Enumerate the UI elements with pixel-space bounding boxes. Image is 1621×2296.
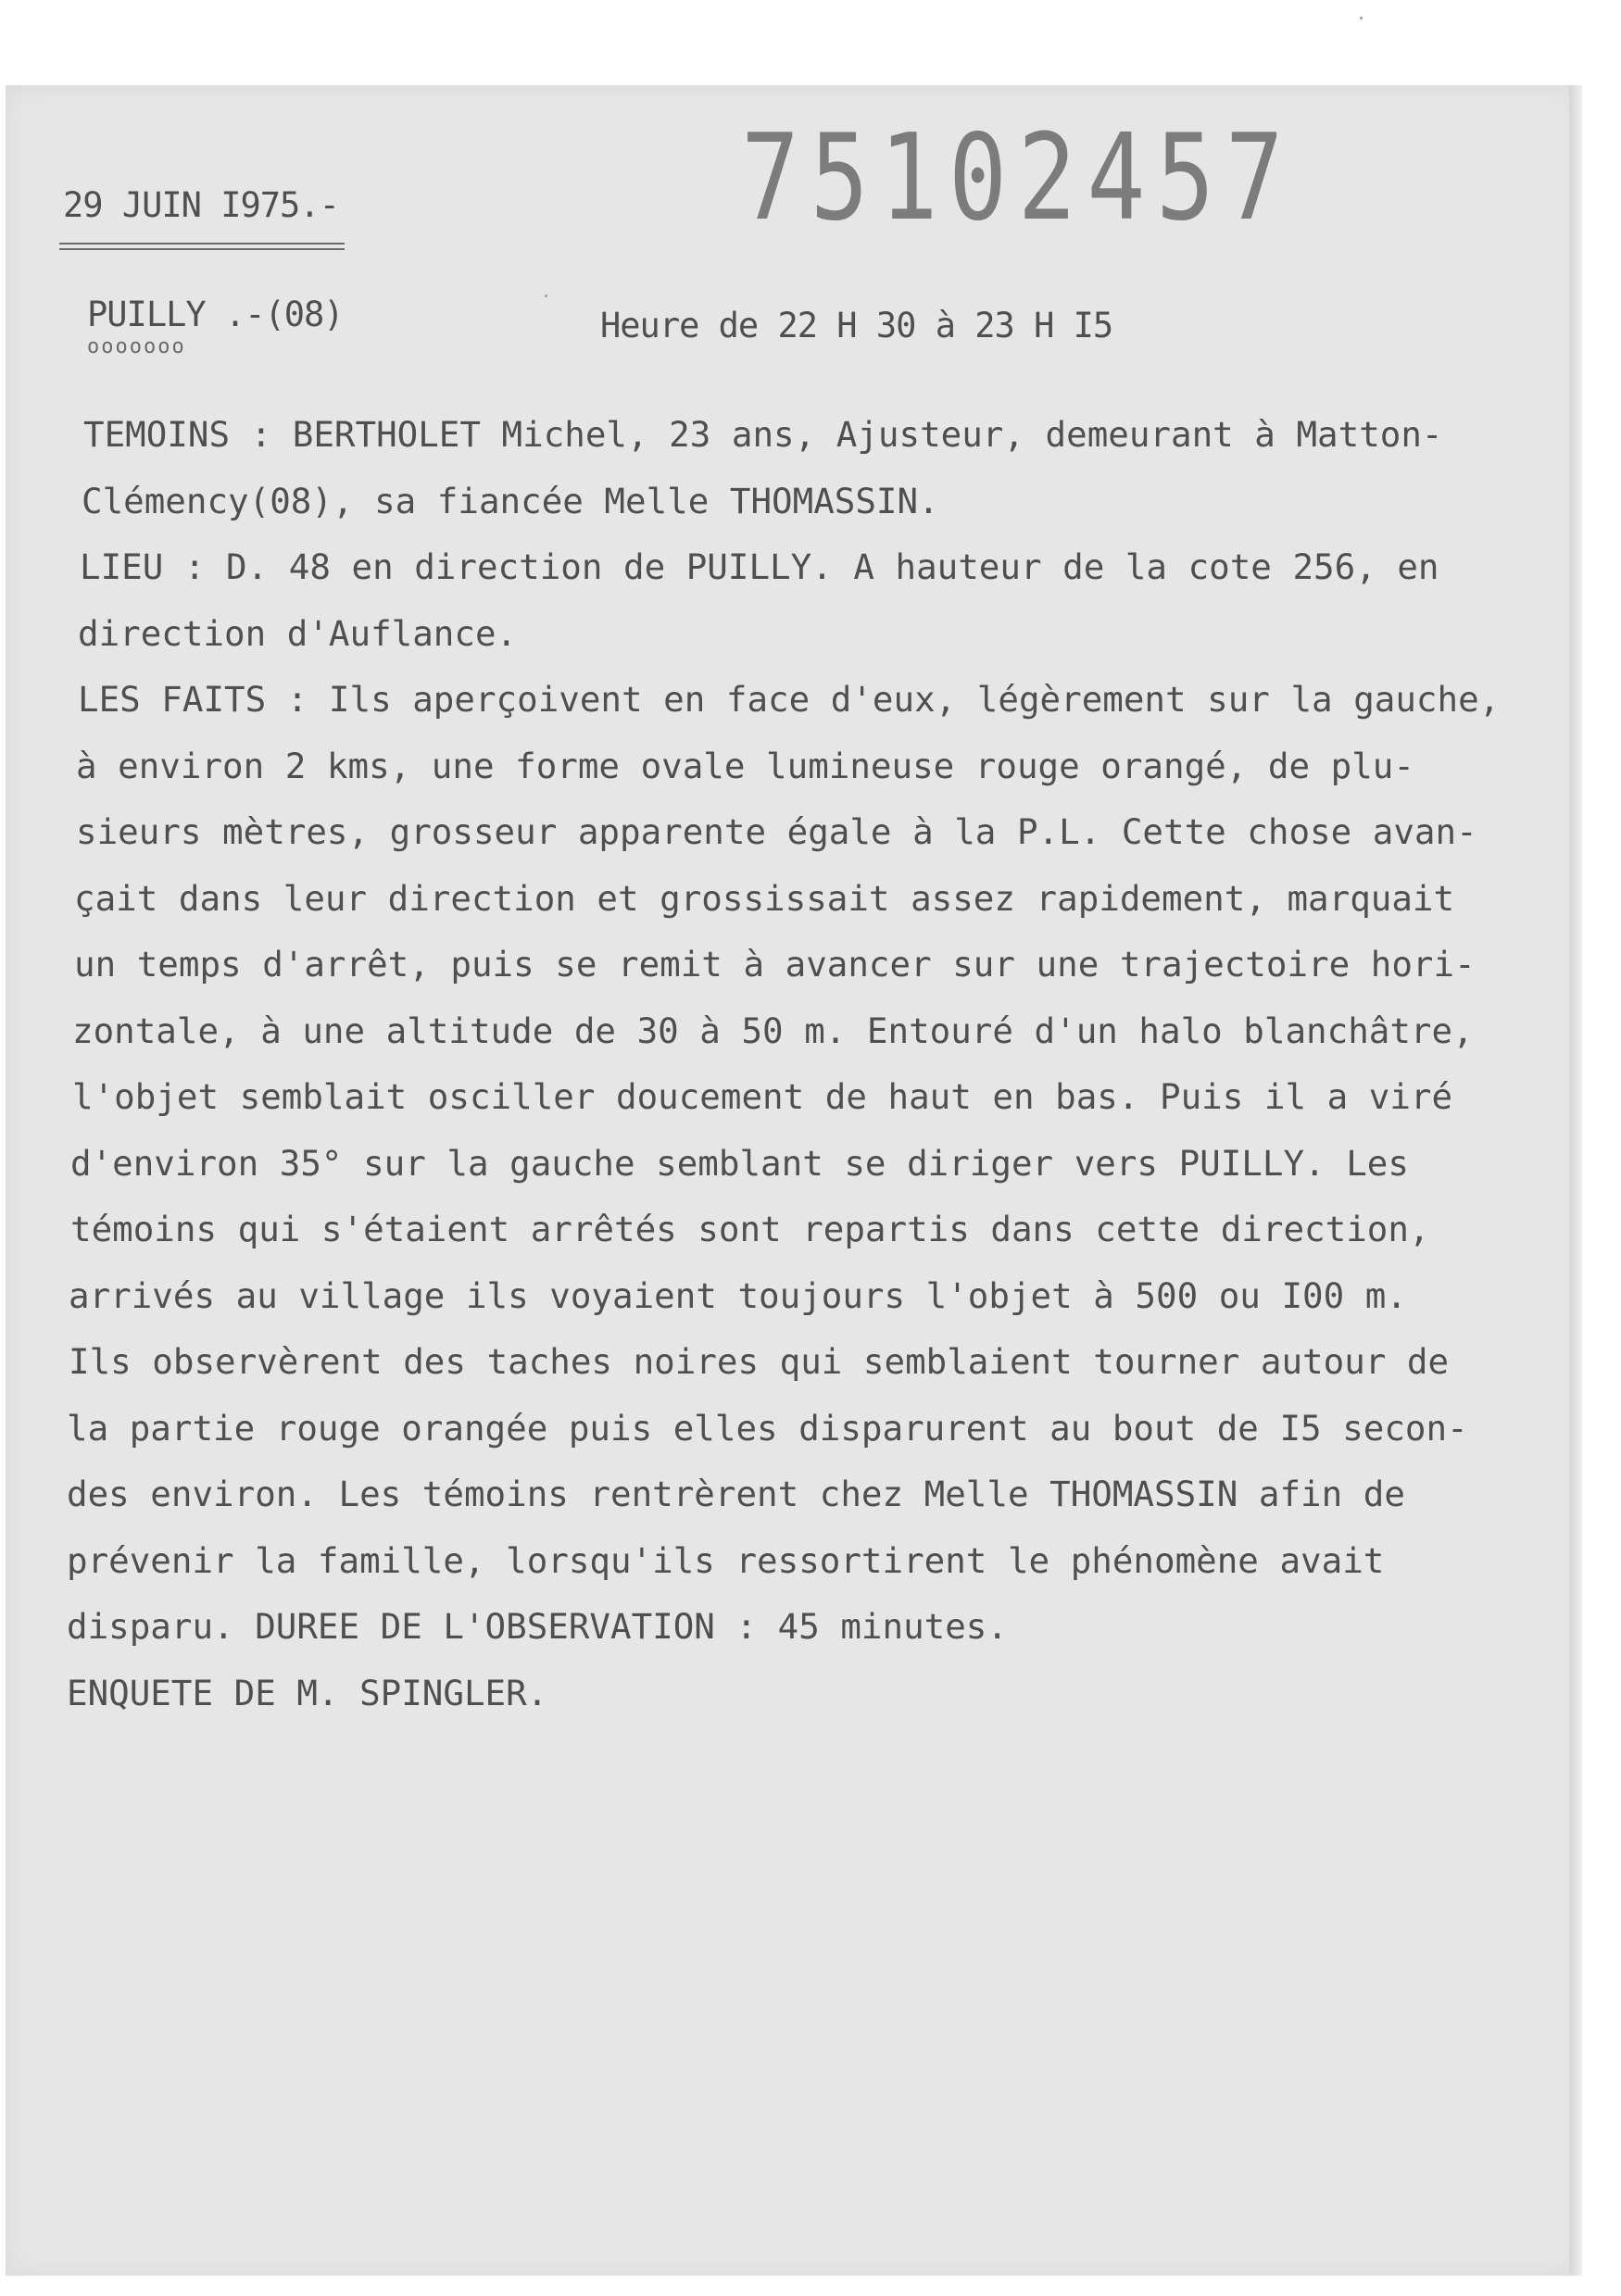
report-line: direction d'Auflance. — [78, 612, 518, 654]
scan-speck — [1360, 17, 1363, 19]
report-line: zontale, à une altitude de 30 à 50 m. Entouré d'un halo blanchâtre, — [72, 1010, 1474, 1051]
report-line: Clémency(08), sa fiancée Melle THOMASSIN. — [82, 480, 939, 521]
report-line: d'environ 35° sur la gauche semblant se diriger vers PUILLY. Les — [70, 1142, 1409, 1184]
report-line: TEMOINS : BERTHOLET Michel, 23 ans, Ajusteur, demeurant à Matton- — [83, 414, 1443, 455]
reference-number-stamp: 75102457 — [741, 109, 1295, 247]
scan-speck — [545, 295, 547, 297]
report-line: disparu. DUREE DE L'OBSERVATION : 45 minutes. — [67, 1606, 1008, 1647]
observation-time: Heure de 22 H 30 à 23 H I5 — [600, 306, 1113, 345]
report-line: à environ 2 kms, une forme ovale lumineuse rouge orangé, de plu- — [76, 745, 1414, 786]
report-line: la partie rouge orangée puis elles disparurent au bout de I5 secon- — [67, 1407, 1468, 1449]
report-line: des environ. Les témoins rentrèrent chez Melle THOMASSIN afin de — [67, 1474, 1405, 1514]
report-line: ENQUETE DE M. SPINGLER. — [67, 1672, 548, 1713]
report-line: Ils observèrent des taches noires qui semblaient tourner autour de — [69, 1341, 1450, 1382]
report-line: LES FAITS : Ils aperçoivent en face d'eux, légèrement sur la gauche, — [78, 679, 1501, 720]
location-heading: PUILLY .-(08) — [87, 295, 344, 334]
report-line: arrivés au village ils voyaient toujours l'objet à 500 ou I00 m. — [69, 1274, 1407, 1316]
report-line: LIEU : D. 48 en direction de PUILLY. A hauteur de la cote 256, en — [80, 546, 1439, 587]
report-line: çait dans leur direction et grossissait assez rapidement, marquait — [74, 877, 1455, 919]
report-line: prévenir la famille, lorsqu'ils ressortirent le phénomène avait — [67, 1539, 1385, 1581]
report-line: un temps d'arrêt, puis se remit à avancer sur une trajectoire hori- — [74, 944, 1476, 985]
date-double-underline — [59, 243, 345, 254]
report-line: l'objet semblait osciller doucement de haut en bas. Puis il a viré — [72, 1076, 1453, 1117]
report-line: sieurs mètres, grosseur apparente égale à la P.L. Cette chose avan- — [76, 811, 1477, 852]
report-line: témoins qui s'étaient arrêtés sont repartis dans cette direction, — [70, 1209, 1430, 1249]
report-body — [67, 402, 1549, 1726]
location-underline: ooooooo — [87, 335, 186, 358]
report-date: 29 JUIN I975.- — [63, 185, 339, 225]
